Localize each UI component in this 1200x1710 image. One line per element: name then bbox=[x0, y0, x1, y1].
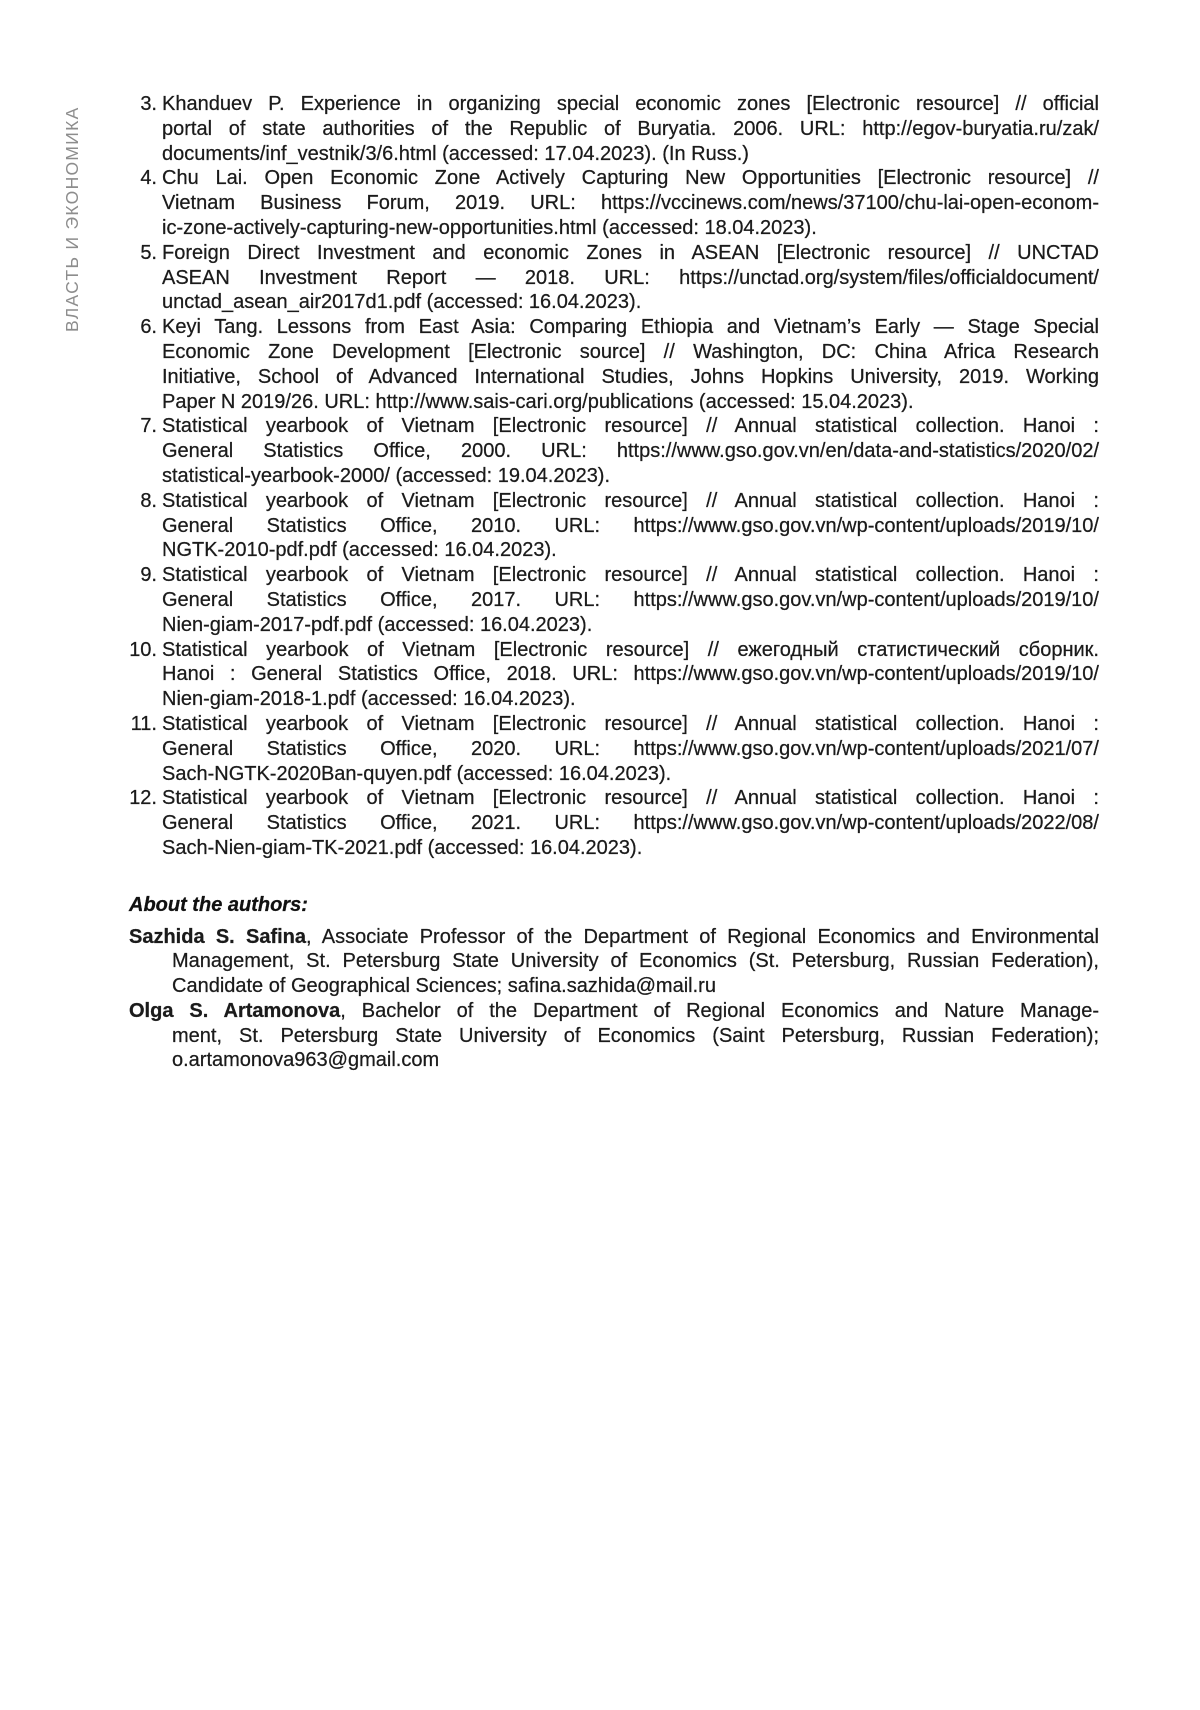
reference-line: Sach-NGTK-2020Ban-quyen.pdf (accessed: 16.04.2023). bbox=[162, 762, 672, 785]
reference-line: Statistical yearbook of Vietnam [Electronic resource] // Annual statistical collection. Hanoi : bbox=[162, 712, 1099, 735]
page-content bbox=[121, 92, 1099, 1073]
reference-text bbox=[162, 92, 1099, 166]
reference-line: Keyi Tang. Lessons from East Asia: Comparing Ethiopia and Vietnam’s Early — Stage Special bbox=[162, 316, 1099, 339]
author-line: ment, St. Petersburg State University of Economics (Saint Petersburg, Russian Federation); bbox=[172, 1024, 1099, 1047]
reference-line: Nien-giam-2017-pdf.pdf (accessed: 16.04.2023). bbox=[162, 613, 593, 636]
reference-line: Statistical yearbook of Vietnam [Electronic resource] // Annual statistical collection. Hanoi : bbox=[162, 787, 1099, 810]
reference-line: Foreign Direct Investment and economic Zones in ASEAN [Electronic resource] // UNCTAD bbox=[162, 241, 1099, 264]
reference-number: 7. bbox=[140, 415, 157, 438]
author-line: Candidate of Geographical Sciences; safina.sazhida@mail.ru bbox=[172, 975, 716, 998]
reference-line: Statistical yearbook of Vietnam [Electronic resource] // Annual statistical collection. Hanoi : bbox=[162, 564, 1099, 587]
reference-number: 6. bbox=[140, 316, 157, 339]
reference-text bbox=[162, 166, 1099, 240]
reference-text bbox=[162, 786, 1099, 860]
reference-line: Statistical yearbook of Vietnam [Electronic resource] // Annual statistical collection. Hanoi : bbox=[162, 489, 1099, 512]
reference-line: Sach-Nien-giam-TK-2021.pdf (accessed: 16.04.2023). bbox=[162, 836, 643, 859]
reference-line: General Statistics Office, 2020. URL: https://www.gso.gov.vn/wp-content/uploads/2021/07/ bbox=[162, 737, 1099, 760]
author-name: Sazhida S. Safina bbox=[129, 925, 307, 948]
journal-section-vertical-label: ВЛАСТЬ И ЭКОНОМИКА bbox=[62, 106, 82, 332]
reference-item bbox=[121, 241, 1099, 315]
author-first-line: Sazhida S. Safina, Associate Professor of the Department of Regional Economics and Environmental bbox=[129, 925, 1099, 948]
reference-line: Statistical yearbook of Vietnam [Electronic resource] // ежегодный статистический сборник. bbox=[162, 638, 1099, 661]
reference-line: statistical-yearbook-2000/ (accessed: 19.04.2023). bbox=[162, 464, 611, 487]
reference-text bbox=[162, 489, 1099, 563]
reference-text bbox=[162, 241, 1099, 315]
reference-number: 10. bbox=[129, 638, 157, 661]
reference-item bbox=[121, 92, 1099, 166]
author-first-line: Olga S. Artamonova, Bachelor of the Department of Regional Economics and Nature Manage- bbox=[129, 999, 1099, 1022]
reference-item bbox=[121, 166, 1099, 240]
reference-number: 5. bbox=[140, 241, 157, 264]
reference-item bbox=[121, 414, 1099, 488]
authors-list bbox=[121, 925, 1099, 1074]
reference-line: General Statistics Office, 2017. URL: https://www.gso.gov.vn/wp-content/uploads/2019/10/ bbox=[162, 588, 1099, 611]
reference-text bbox=[162, 315, 1099, 414]
reference-line: Hanoi : General Statistics Office, 2018. URL: https://www.gso.gov.vn/wp-content/uploads/2019/10/ bbox=[162, 663, 1099, 686]
reference-item bbox=[121, 712, 1099, 786]
reference-text bbox=[162, 712, 1099, 786]
reference-line: ic-zone-actively-capturing-new-opportunities.html (accessed: 18.04.2023). bbox=[162, 216, 817, 239]
reference-line: General Statistics Office, 2010. URL: https://www.gso.gov.vn/wp-content/uploads/2019/10/ bbox=[162, 514, 1099, 537]
reference-text bbox=[162, 638, 1099, 712]
reference-item bbox=[121, 489, 1099, 563]
about-authors-section bbox=[121, 893, 1099, 1074]
reference-line: Paper N 2019/26. URL: http://www.sais-cari.org/publications (accessed: 15.04.2023). bbox=[162, 390, 914, 413]
reference-item bbox=[121, 638, 1099, 712]
reference-item bbox=[121, 563, 1099, 637]
reference-text bbox=[162, 414, 1099, 488]
reference-line: documents/inf_vestnik/3/6.html (accessed: 17.04.2023). (In Russ.) bbox=[162, 142, 749, 165]
reference-number: 12. bbox=[129, 787, 157, 810]
reference-item bbox=[121, 315, 1099, 414]
reference-item bbox=[121, 786, 1099, 860]
reference-line: Statistical yearbook of Vietnam [Electronic resource] // Annual statistical collection. Hanoi : bbox=[162, 415, 1099, 438]
reference-line: Khanduev P. Experience in organizing special economic zones [Electronic resource] // official bbox=[162, 93, 1099, 115]
reference-line: portal of state authorities of the Republic of Buryatia. 2006. URL: http://egov-buryatia.ru/zak/ bbox=[162, 117, 1099, 140]
reference-line: Chu Lai. Open Economic Zone Actively Capturing New Opportunities [Electronic resource] // bbox=[162, 167, 1099, 190]
author-entry bbox=[121, 925, 1099, 999]
reference-number: 9. bbox=[140, 564, 157, 587]
author-line: Management, St. Petersburg State University of Economics (St. Petersburg, Russian Federation), bbox=[172, 950, 1099, 973]
about-authors-heading: About the authors: bbox=[129, 893, 308, 916]
reference-number: 8. bbox=[140, 489, 157, 512]
reference-line: unctad_asean_air2017d1.pdf (accessed: 16.04.2023). bbox=[162, 291, 642, 314]
author-line: o.artamonova963@gmail.com bbox=[172, 1049, 440, 1072]
author-entry bbox=[121, 999, 1099, 1073]
reference-line: General Statistics Office, 2000. URL: https://www.gso.gov.vn/en/data-and-statistics/2020/02/ bbox=[162, 440, 1099, 463]
reference-line: Nien-giam-2018-1.pdf (accessed: 16.04.2023). bbox=[162, 688, 576, 711]
reference-line: Initiative, School of Advanced International Studies, Johns Hopkins University, 2019. Working bbox=[162, 365, 1099, 388]
reference-number: 11. bbox=[130, 712, 157, 735]
reference-text bbox=[162, 563, 1099, 637]
reference-line: NGTK-2010-pdf.pdf (accessed: 16.04.2023). bbox=[162, 539, 557, 562]
reference-number: 3. bbox=[140, 93, 157, 115]
references-list bbox=[121, 92, 1099, 861]
author-name: Olga S. Artamonova bbox=[129, 999, 341, 1022]
reference-line: ASEAN Investment Report — 2018. URL: https://unctad.org/system/files/officialdocument/ bbox=[162, 266, 1099, 289]
reference-line: General Statistics Office, 2021. URL: https://www.gso.gov.vn/wp-content/uploads/2022/08/ bbox=[162, 812, 1099, 835]
reference-line: Vietnam Business Forum, 2019. URL: https://vccinews.com/news/37100/chu-lai-open-econom- bbox=[162, 192, 1099, 215]
reference-number: 4. bbox=[140, 167, 157, 190]
reference-line: Economic Zone Development [Electronic source] // Washington, DC: China Africa Research bbox=[162, 340, 1099, 363]
